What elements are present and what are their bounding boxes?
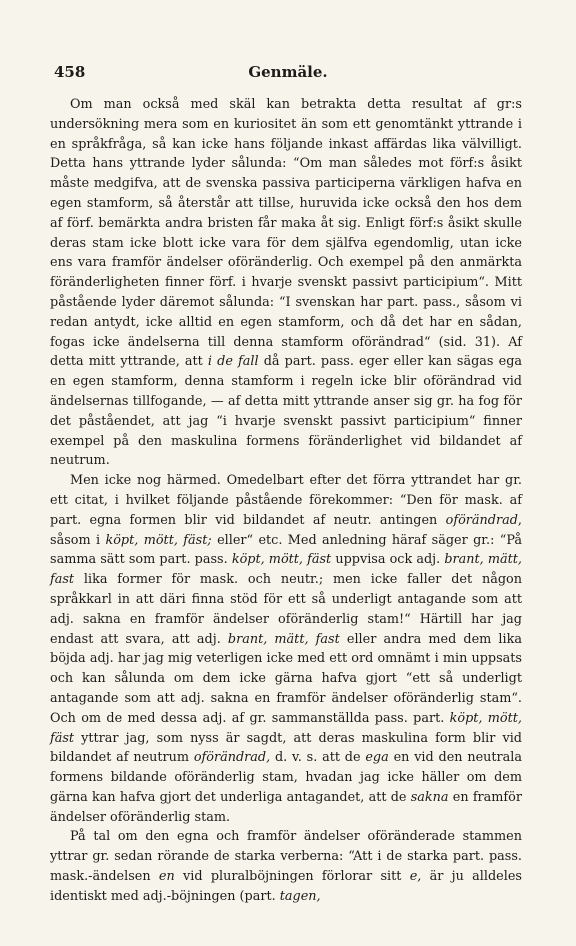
page-number: 458 — [54, 63, 86, 81]
text-run: uppvisa ock adj. — [331, 552, 445, 568]
paragraph-2 — [50, 471, 522, 827]
paragraph-1 — [50, 95, 522, 471]
text-run: då part. pass. eger eller kan sägas ega en egen stamform, denna stamform i regeln icke blir oförändrad vid ändelsernas tillfogande, — af detta mitt yttrande anser sig gr. ha fog för det påståendet, att jag “i hvarje svenskt passivt participium“ finner exempel på den maskulina formens föränderlighet vid bildandet af neutrum. — [50, 354, 523, 469]
text-run: Men icke nog härmed. Omedelbart efter det förra yttrandet har gr. ett citat, i hvilket följande påstående förekommer: “Den för mask. af part. egna formen blir vid bildandet af neutr. antingen — [50, 473, 522, 528]
italic-run: köpt, mött, fäst — [50, 710, 522, 746]
page-header — [0, 63, 576, 83]
italic-run: oförändrad — [445, 512, 518, 528]
italic-run: brant, mätt, fast — [50, 552, 522, 588]
text-run: är ju alldeles identiskt med adj.-böjningen (part. — [50, 869, 522, 904]
text-run: yttrar jag, som nyss är sagdt, att deras maskulina form blir vid bildandet af neutrum — [50, 730, 522, 766]
text-run: vid pluralböjningen förlorar sitt — [174, 869, 410, 885]
italic-run: ega — [365, 750, 389, 766]
text-run: en vid den neutrala formens bildande oföränderlig stam, hvadan jag icke häller om dem gärna kan hafva gjort det underliga antagandet, att de — [50, 750, 522, 805]
italic-run: brant, mätt, fast — [227, 631, 340, 647]
text-run: en framför ändelser oföränderlig stam. — [50, 789, 522, 825]
text-run: På tal om den egna och framför ändelser oföränderade stammen yttrar gr. sedan rörande de starka verberna: “Att i de starka part. pass. mask.-ändelsen — [50, 829, 522, 885]
text-run: lika former för mask. och neutr.; men icke faller det någon språkkarl in att däri finna stöd för ett så underligt antagande som att adj. sakna en framför ändelser oföränderlig stam!“ Härtill har jag endast att svara, att adj. — [50, 572, 522, 647]
body-text — [50, 95, 522, 907]
text-run: eller“ etc. Med anledning häraf säger gr.: “På samma sätt som part. pass. — [50, 532, 522, 568]
text-run: d. v. s. att de — [270, 750, 366, 766]
italic-run: oförändrad, — [193, 750, 271, 766]
italic-run: köpt, mött, fäst; — [105, 532, 212, 548]
text-run: eller andra med dem lika böjda adj. har jag mig veterligen icke med ett ord omnämt i min uppsats och kan sålunda om dem icke gärna hafva gjort “ett så underligt antagande som att adj. sakna en framför ändelser oföränderlig stam“. Och om de med dessa adj. af gr. sammanställda pass. part. — [50, 631, 523, 726]
running-title: Genmäle. — [248, 63, 328, 81]
italic-run: i de fall — [207, 354, 259, 370]
italic-run: tagen, — [279, 888, 321, 904]
text-run: , såsom i — [50, 512, 522, 548]
italic-run: sakna — [410, 789, 449, 805]
paragraph-3 — [50, 827, 522, 906]
italic-run: e, — [409, 869, 422, 885]
italic-run: en — [158, 869, 175, 885]
text-run: Om man också med skäl kan betrakta detta resultat af gr:s undersökning mera som en kuriositet än som ett genomtänkt yttrande i en språkfråga, så kan icke hans följande inkast affärdas lika välvilligt. Detta hans yttrande lyder sålunda: “Om man således mot förf:s åsikt måste medgifva, att de svenska passiva participerna värkligen hafva en egen stamform, så återstår att tillse, huruvida icke också den hos dem af förf. bemärkta andra bristen får maka åt sig. Enligt förf:s åsikt skulle deras stam icke blott icke vara för dem själfva egendomlig, utan icke ens vara framför ändelser oföränderlig. Och exempel på den anmärkta föränderligheten finner förf. i hvarje svenskt passivt participium“. Mitt påstående lyder däremot sålunda: “I svenskan har part. pass., såsom vi redan antydt, icke alltid en egen stamform, och då det har en sådan, fogas icke ändelserna till denna stamform oförändrad“ (sid. 31). Af detta mitt yttrande, att — [50, 97, 522, 370]
italic-run: köpt, mött, fäst — [231, 552, 332, 568]
